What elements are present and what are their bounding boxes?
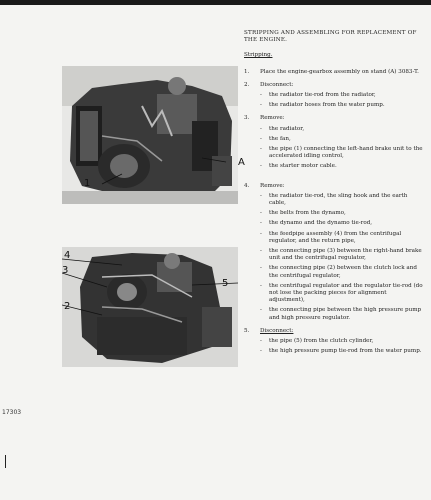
step-text: Place the engine-gearbox assembly on stand (A) 3083-T. bbox=[260, 68, 419, 75]
side-page-number: 17303 bbox=[2, 409, 22, 416]
step-text: Disconnect: bbox=[260, 81, 294, 88]
step-bullet: - the radiator, bbox=[260, 126, 424, 133]
step-bullet: - the connecting pipe (2) between the clutch lock and the centrifugal regulator, bbox=[260, 265, 424, 279]
step-3 bbox=[244, 115, 424, 170]
step-text: Remove: bbox=[260, 182, 285, 189]
step-number: 1. bbox=[244, 68, 250, 75]
step-bullet: - the radiator tie-rod, the sling hook and the earth cable, bbox=[260, 193, 424, 207]
section-subheading: Stripping. bbox=[244, 52, 273, 59]
step-bullet: - the connecting pipe (3) between the right-hand brake unit and the centrifugal regulator, bbox=[260, 248, 424, 262]
step-bullet: - the radiator hoses from the water pump. bbox=[260, 102, 424, 109]
engine-photo-2 bbox=[62, 247, 238, 367]
callout-1: 1 bbox=[84, 178, 91, 189]
callout-3: 3 bbox=[62, 265, 69, 276]
step-number: 4. bbox=[244, 182, 250, 189]
step-text: Disconnect: bbox=[260, 327, 294, 334]
step-number: 2. bbox=[244, 81, 250, 88]
step-5 bbox=[244, 328, 424, 356]
step-bullet: - the fan, bbox=[260, 136, 424, 143]
callout-A: A bbox=[238, 157, 245, 168]
step-bullet: - the high pressure pump tie-rod from the water pump. bbox=[260, 348, 424, 355]
callout-2: 2 bbox=[64, 301, 71, 312]
step-bullet: - the pipe (1) connecting the left-hand brake unit to the accelerated idling control, bbox=[260, 146, 424, 160]
step-bullet: - the starter motor cable. bbox=[260, 163, 424, 170]
margin-mark bbox=[5, 455, 6, 468]
callout-4: 4 bbox=[64, 250, 71, 261]
step-bullet: - the pipe (5) from the clutch cylinder, bbox=[260, 338, 424, 345]
step-bullet: - the connecting pipe between the high pressure pump and high pressure regulator. bbox=[260, 307, 424, 321]
section-heading: STRIPPING AND ASSEMBLING FOR REPLACEMENT OF THE ENGINE. bbox=[244, 30, 417, 44]
step-bullet: - the radiator tie-rod from the radiator, bbox=[260, 92, 424, 99]
step-bullet: - the dynamo and the dynamo tie-rod, bbox=[260, 220, 424, 227]
step-2 bbox=[244, 82, 424, 110]
instructions-column bbox=[244, 30, 424, 362]
step-number: 5. bbox=[244, 327, 250, 334]
step-number: 3. bbox=[244, 115, 250, 122]
step-text: Remove: bbox=[260, 115, 285, 122]
step-4 bbox=[244, 183, 424, 322]
top-rule bbox=[0, 0, 431, 5]
step-bullet: - the belts from the dynamo, bbox=[260, 210, 424, 217]
step-bullet: - the centrifugal regulator and the regulator tie-rod (do not lose the packing pieces for alignment adjustment), bbox=[260, 283, 424, 305]
callout-5: 5 bbox=[222, 278, 229, 289]
step-bullet: - the feedpipe assembly (4) from the centrifugal regulator, and the return pipe, bbox=[260, 231, 424, 245]
step-1 bbox=[244, 69, 424, 76]
